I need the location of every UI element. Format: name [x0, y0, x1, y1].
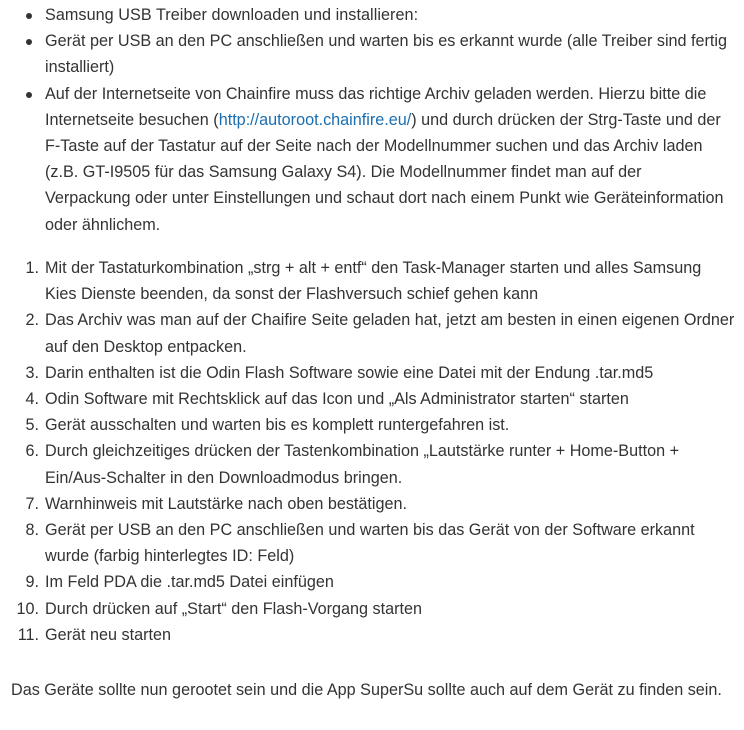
step-text: Mit der Tastaturkombination „strg + alt + entf“ den Task-Manager starten und alles Samsung Kies Dienste beenden, da sonst der Flashversuch schief gehen kann: [45, 259, 702, 304]
step-number: 2.: [25, 311, 39, 330]
step-item: [0, 569, 735, 595]
step-item: [0, 491, 735, 517]
closing-paragraph: Das Geräte sollte nun gerootet sein und die App SuperSu sollte auch auf dem Gerät zu finden sein.: [11, 681, 722, 699]
step-item: [0, 360, 735, 386]
step-text: Durch drücken auf „Start“ den Flash-Vorgang starten: [45, 599, 422, 618]
instruction-steps-list: [0, 255, 735, 648]
step-item: [0, 517, 735, 569]
step-item: [0, 412, 735, 438]
step-number: 8.: [25, 521, 39, 540]
step-number: 11.: [17, 625, 39, 644]
bullet-text: Gerät per USB an den PC anschließen und warten bis es erkannt wurde (alle Treiber sind fertig installiert): [45, 32, 728, 77]
step-number: 10.: [16, 599, 39, 618]
step-text: Darin enthalten ist die Odin Flash Software sowie eine Datei mit der Endung .tar.md5: [45, 363, 654, 382]
bullet-text-before-link: Auf der Internetseite von Chainfire muss das richtige Archiv geladen werden. Hierzu bitte die Internetseite besuchen (: [45, 84, 707, 129]
chainfire-autoroot-link[interactable]: http://autoroot.chainfire.eu/: [218, 110, 412, 129]
step-item: [0, 255, 735, 307]
bullet-text: Samsung USB Treiber downloaden und installieren:: [45, 6, 419, 24]
step-number: 1.: [25, 259, 39, 277]
step-item: [0, 386, 735, 412]
bullet-text-after-link: ) und durch drücken der Strg-Taste und der F-Taste auf der Tastatur auf der Seite nach der Modellnummer suchen und das Archiv laden (z.B. GT-I9505 für das Samsung Galaxy S4). Die Modellnummer findet man auf der Verpackung oder unter Einstellungen und schaut dort nach einem Punkt wie Geräteinformation oder ähnlichem.: [45, 110, 724, 234]
step-item: [0, 307, 735, 359]
step-text: Das Archiv was man auf der Chaifire Seite geladen hat, jetzt am besten in einen eigenen Ordner auf den Desktop entpacken.: [45, 311, 735, 356]
step-item: [0, 622, 735, 648]
step-number: 6.: [25, 442, 39, 461]
step-number: 4.: [25, 390, 39, 409]
step-text: Odin Software mit Rechtsklick auf das Icon und „Als Administrator starten“ starten: [45, 390, 629, 409]
bullet-item: [0, 2, 730, 28]
step-number: 5.: [25, 416, 39, 435]
step-item: [0, 596, 735, 622]
step-number: 3.: [25, 363, 39, 382]
step-text: Gerät ausschalten und warten bis es komplett runtergefahren ist.: [45, 416, 510, 435]
bullet-item: [0, 81, 730, 238]
bullet-item: [0, 28, 730, 80]
step-text: Im Feld PDA die .tar.md5 Datei einfügen: [45, 573, 334, 592]
step-number: 7.: [25, 494, 39, 513]
requirements-bullet-list: [0, 2, 730, 238]
step-text: Warnhinweis mit Lautstärke nach oben bestätigen.: [45, 494, 408, 513]
step-item: [0, 438, 735, 490]
step-text: Gerät per USB an den PC anschließen und warten bis das Gerät von der Software erkannt wurde (farbig hinterlegtes ID: Feld): [45, 521, 695, 566]
step-number: 9.: [25, 573, 39, 592]
step-text: Gerät neu starten: [45, 625, 171, 644]
step-text: Durch gleichzeitiges drücken der Tastenkombination „Lautstärke runter + Home-Button + Ein/Aus-Schalter in den Downloadmodus bringen.: [45, 442, 680, 487]
